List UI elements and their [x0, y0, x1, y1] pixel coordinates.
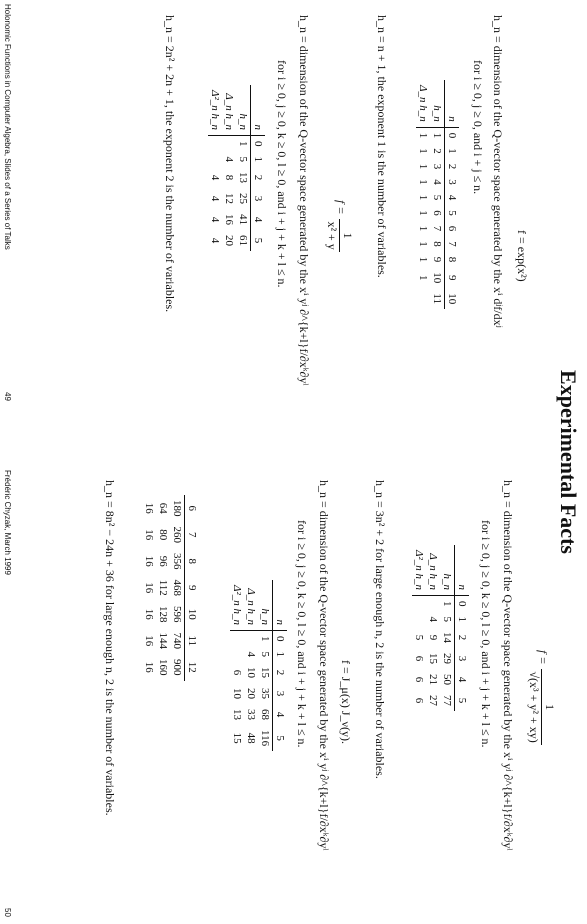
table-cell: 16	[143, 529, 155, 541]
table-cell: 29	[441, 653, 453, 665]
table-cell: 8	[431, 241, 443, 247]
row-label: h_n	[430, 80, 445, 127]
table-cell: 15	[427, 653, 439, 665]
row-label: Δ_n h_n	[416, 80, 430, 127]
table-cell: 10	[245, 667, 257, 679]
table-row	[222, 85, 236, 251]
table-row	[230, 580, 244, 751]
table-cell: 2	[431, 148, 443, 154]
table-header-cell: n	[455, 545, 470, 596]
table-header-cell: 1	[273, 647, 288, 663]
table-row	[412, 545, 426, 711]
table-header-cell: 3	[273, 683, 288, 704]
table-header-cell: 5	[455, 690, 470, 711]
table-row	[426, 545, 440, 711]
table-cell: 48	[245, 732, 257, 744]
table-cell: 9	[431, 256, 443, 263]
table-cell: 6	[413, 655, 425, 662]
table-header-cell: 4	[273, 704, 288, 725]
table-header-cell: 1	[455, 612, 470, 628]
table-cell: 6	[431, 210, 443, 216]
table-cell: 80	[157, 529, 169, 541]
table-cell: 7	[431, 225, 443, 232]
table-cell: 12	[223, 193, 235, 205]
table-cell: 1	[417, 163, 429, 170]
table-header-row	[445, 80, 460, 309]
table-cell: 128	[157, 606, 169, 623]
table-cell: 15	[231, 732, 243, 744]
table-exp	[416, 80, 459, 309]
condition-h1: for i ≥ 0, j ≥ 0, and i + j ≤ n.	[471, 60, 485, 195]
table-header-cell: 3	[251, 188, 266, 209]
table-row	[258, 580, 273, 751]
row-label: h_n	[258, 580, 273, 631]
row-label: Δ²_n h_n	[230, 580, 244, 631]
table-cell: 900	[171, 659, 183, 676]
formula-bessel: f = J_μ(x) J_ν(y).	[339, 660, 353, 744]
table-header-cell: 10	[445, 288, 460, 309]
table-cell: 64	[157, 502, 169, 514]
condition-h2: for i ≥ 0, j ≥ 0, k ≥ 0, l ≥ 0, and i + j + k + l ≤ n.	[275, 60, 289, 288]
table-cell: 468	[171, 579, 183, 596]
table-header-cell: 2	[273, 662, 288, 683]
table-cell: 8	[223, 174, 235, 181]
table-cell: 16	[143, 555, 155, 567]
table-cell: 1	[417, 225, 429, 232]
footer-left-page-number: 49	[3, 392, 12, 401]
table-cell	[222, 136, 236, 152]
table-cell: 13	[231, 709, 243, 721]
table-row	[440, 545, 455, 711]
table-row	[156, 495, 170, 681]
table-header-cell: n	[273, 580, 288, 631]
table-cell: 4	[245, 651, 257, 658]
table-header-cell: 3	[445, 174, 460, 190]
table-cell: 35	[259, 688, 271, 700]
footer-right-author: Frédéric Chyzak, March 1999	[3, 470, 12, 575]
table-cell: 260	[171, 526, 183, 543]
table-cell	[412, 612, 426, 628]
table-header-cell: 6	[185, 495, 200, 522]
table-header-cell: 7	[445, 236, 460, 252]
table-row	[142, 495, 156, 681]
table-cell: 116	[259, 730, 271, 747]
row-label: Δ²_n h_n	[208, 85, 222, 136]
table-header-cell: 0	[455, 596, 470, 612]
table-cell: 15	[259, 667, 271, 679]
table-cell: 5	[413, 634, 425, 641]
table-cell: 1	[417, 132, 429, 139]
definition-h2: h_n = dimension of the Q-vector space generated by the xⁱ yʲ ∂^{k+l}f/∂xᵏ∂yˡ	[297, 15, 311, 386]
table-header-cell: 5	[445, 205, 460, 221]
table-cell: 1	[417, 179, 429, 185]
table-row	[236, 85, 251, 251]
table-header-cell: 0	[251, 136, 266, 152]
table-sqrt	[412, 545, 469, 711]
table-cell	[230, 647, 244, 663]
table-cell: 112	[157, 579, 169, 596]
table-cell: 10	[431, 272, 443, 284]
footer-left-title: Holonomic Functions in Computer Algebra, Slides of a Series of Talks	[3, 4, 12, 250]
footer-right-page-number: 50	[3, 908, 12, 917]
table-row	[244, 580, 258, 751]
table-cell: 27	[427, 695, 439, 707]
table-header-cell: 2	[455, 627, 470, 648]
definition-h1: h_n = dimension of the Q-vector space generated by the xⁱ dʲf/dxʲ	[491, 15, 505, 328]
table-cell: 61	[237, 235, 249, 247]
table-cell: 1	[259, 636, 271, 642]
table-header-cell: 5	[251, 230, 266, 251]
table-cell	[416, 288, 430, 309]
table-bessel-a	[230, 580, 287, 751]
note-h2: h_n = 2n² + 2n + 1, the exponent 2 is the number of variables.	[163, 15, 177, 313]
table-cell: 41	[237, 214, 249, 226]
table-cell: 5	[259, 651, 271, 658]
table-cell	[208, 136, 222, 152]
condition-h4: for i ≥ 0, j ≥ 0, k ≥ 0, l ≥ 0, and i + j + k + l ≤ n.	[295, 520, 309, 748]
table-cell	[244, 631, 258, 647]
table-header-row	[185, 495, 200, 681]
table-row	[430, 80, 445, 309]
table-cell: 5	[237, 156, 249, 163]
table-cell: 68	[259, 709, 271, 721]
table-header-row	[455, 545, 470, 711]
table-cell: 180	[171, 500, 183, 517]
table-cell: 4	[209, 237, 221, 244]
fraction: 1 √(x³ + y² + xy)	[527, 671, 557, 743]
table-cell: 11	[431, 293, 443, 305]
table-header-cell: 4	[251, 209, 266, 230]
table-cell: 1	[441, 601, 453, 607]
table-cell: 5	[441, 616, 453, 623]
table-header-cell: n	[251, 85, 266, 136]
table-cell: 13	[237, 172, 249, 184]
formula-rational: f = 1 x² + y	[325, 200, 355, 250]
table-cell: 6	[413, 676, 425, 683]
table-cell: 33	[245, 709, 257, 721]
table-cell: 6	[231, 669, 243, 676]
table-row	[170, 495, 185, 681]
table-cell: 1	[237, 141, 249, 147]
table-cell: 16	[143, 661, 155, 673]
note-h4: h_n = 8n² − 24n + 36 for large enough n, 2 is the number of variables.	[103, 480, 117, 816]
condition-h3: for i ≥ 0, j ≥ 0, k ≥ 0, l ≥ 0, and i + j + k + l ≤ n.	[479, 520, 493, 748]
table-cell: 10	[231, 688, 243, 700]
table-header-cell: 4	[445, 190, 460, 206]
table-header-cell: 12	[185, 654, 200, 681]
table-cell: 4	[431, 179, 443, 185]
formula-sqrt: f = 1 √(x³ + y² + xy)	[527, 650, 557, 743]
table-header-cell: 7	[185, 522, 200, 549]
table-cell: 1	[417, 256, 429, 263]
fraction: 1 x² + y	[325, 221, 355, 250]
table-cell: 356	[171, 553, 183, 570]
table-cell: 96	[157, 555, 169, 567]
table-cell: 50	[441, 674, 453, 686]
table-header-cell: 2	[251, 167, 266, 188]
table-cell: 20	[245, 688, 257, 700]
row-label: Δ_n h_n	[244, 580, 258, 631]
table-header-cell: 11	[185, 628, 200, 655]
table-header-cell: 3	[455, 648, 470, 669]
table-cell: 16	[143, 608, 155, 620]
table-cell: 21	[427, 674, 439, 686]
table-cell: 20	[223, 235, 235, 247]
table-cell	[412, 596, 426, 612]
table-cell	[208, 152, 222, 168]
row-label: h_n	[440, 545, 455, 596]
table-header-cell: 8	[445, 252, 460, 268]
table-bessel-b	[142, 495, 199, 681]
note-h3: h_n = 3n² + 2 for large enough n, 2 is the number of variables.	[373, 480, 387, 779]
table-cell: 740	[171, 632, 183, 649]
table-cell: 4	[209, 216, 221, 223]
table-cell: 1	[417, 241, 429, 247]
table-header-cell: 10	[185, 601, 200, 628]
table-cell: 77	[441, 695, 453, 707]
table-header-cell: 5	[273, 725, 288, 751]
table-cell: 596	[171, 606, 183, 623]
table-cell	[230, 631, 244, 647]
table-cell: 1	[417, 194, 429, 201]
table-header-cell: 9	[445, 267, 460, 288]
table-cell: 1	[431, 132, 443, 139]
table-cell: 4	[427, 616, 439, 623]
table-cell: 6	[413, 697, 425, 704]
table-cell: 144	[157, 632, 169, 649]
table-cell: 1	[417, 210, 429, 216]
table-cell: 9	[427, 634, 439, 641]
table-cell: 4	[209, 174, 221, 181]
table-header-cell: n	[445, 80, 460, 127]
table-header-cell: 9	[185, 575, 200, 602]
table-cell: 3	[431, 163, 443, 170]
table-header-cell: 0	[273, 631, 288, 647]
table-header-cell: 1	[445, 143, 460, 159]
table-cell: 4	[223, 156, 235, 163]
definition-h4: h_n = dimension of the Q-vector space generated by the xⁱ yʲ ∂^{k+l}f/∂xᵏ∂yˡ	[317, 480, 331, 851]
table-header-row	[273, 580, 288, 751]
table-cell: 16	[143, 635, 155, 647]
row-label: h_n	[236, 85, 251, 136]
table-cell: 1	[417, 148, 429, 154]
table-row	[416, 80, 430, 309]
row-label: Δ_n h_n	[222, 85, 236, 136]
table-cell: 16	[143, 582, 155, 594]
table-cell: 16	[223, 214, 235, 226]
table-cell: 1	[417, 274, 429, 281]
table-header-cell: 4	[455, 669, 470, 690]
page-title: Experimental Facts	[556, 370, 581, 554]
table-header-row	[251, 85, 266, 251]
table-cell: 16	[143, 502, 155, 514]
table-row	[208, 85, 222, 251]
table-header-cell: 8	[185, 548, 200, 575]
table-cell	[426, 596, 440, 612]
formula-exp: f = exp(x²)	[515, 230, 529, 282]
row-label: Δ²_n h_n	[412, 545, 426, 596]
table-header-cell: 0	[445, 127, 460, 143]
table-header-cell: 2	[445, 159, 460, 175]
table-cell: 160	[157, 659, 169, 676]
table-cell: 5	[431, 194, 443, 201]
row-label: Δ_n h_n	[426, 545, 440, 596]
table-cell: 4	[209, 195, 221, 202]
note-h1: h_n = n + 1, the exponent 1 is the number of variables.	[375, 15, 389, 278]
table-cell: 25	[237, 193, 249, 205]
table-rational	[208, 85, 265, 251]
table-cell: 14	[441, 632, 453, 644]
table-header-cell: 6	[445, 221, 460, 237]
definition-h3: h_n = dimension of the Q-vector space generated by the xⁱ yʲ ∂^{k+l}f/∂xᵏ∂yˡ	[501, 480, 515, 851]
table-header-cell: 1	[251, 152, 266, 168]
